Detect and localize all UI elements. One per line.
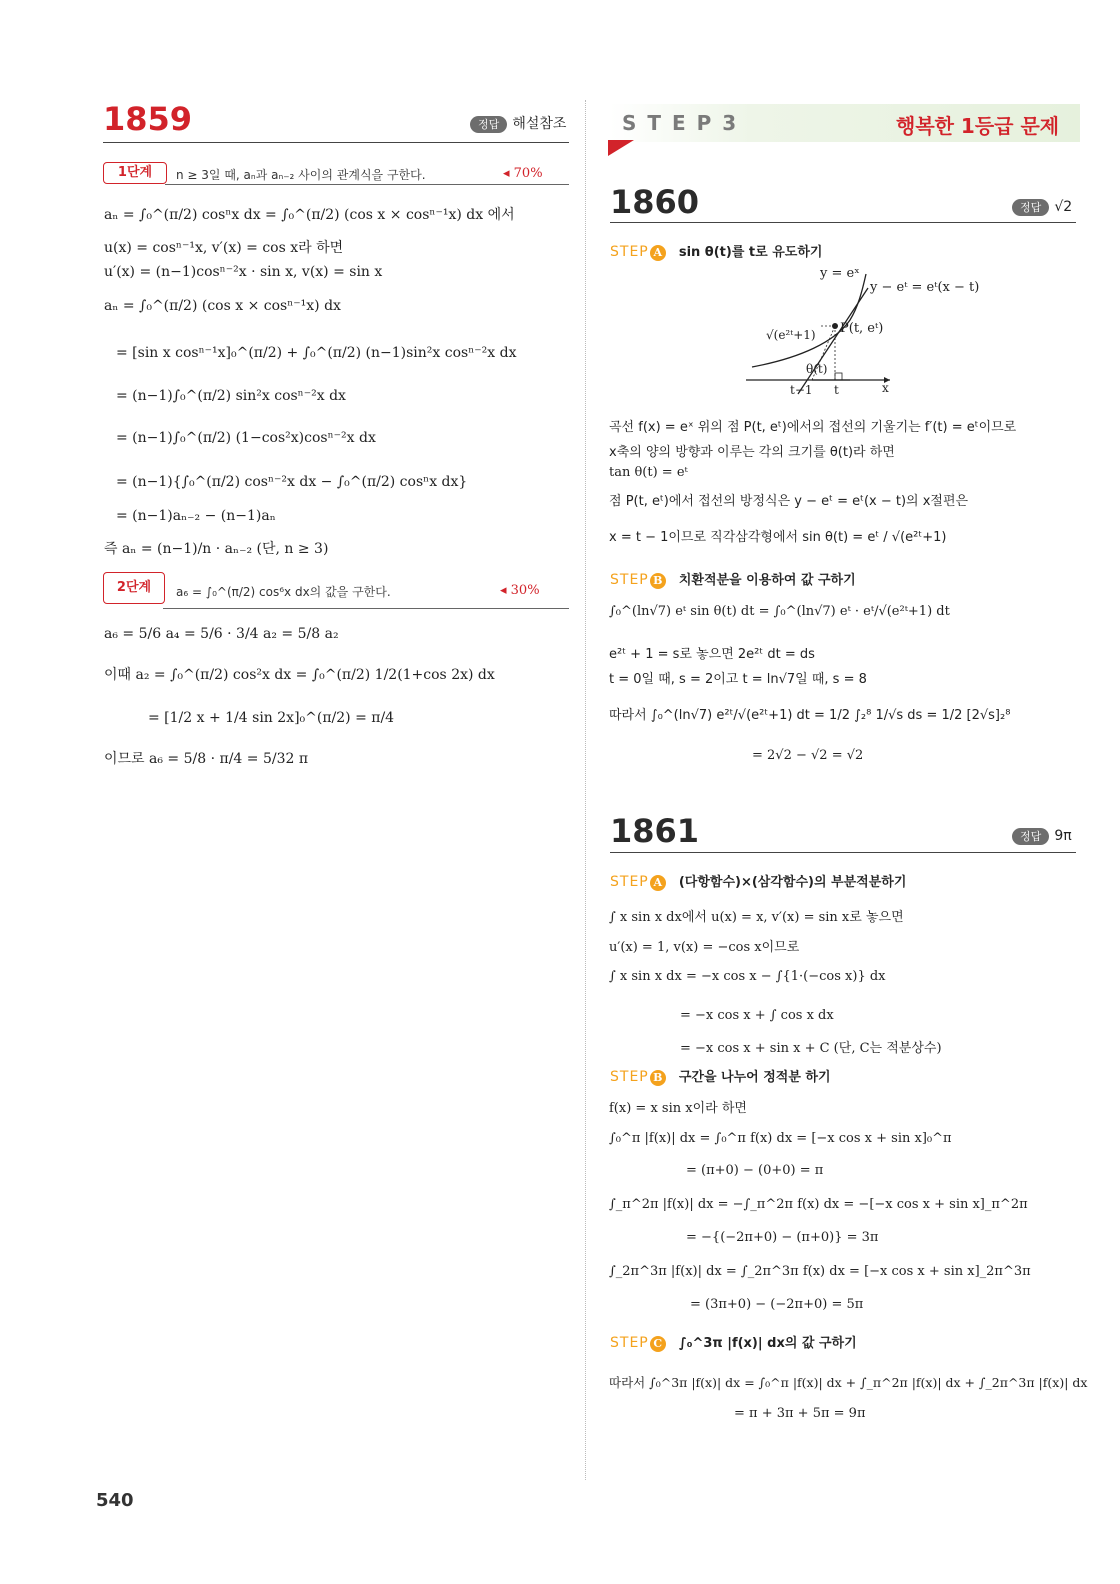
solution-line: f(x) = x sin x이라 하면 [609,1101,747,1116]
point-label: P(t, eᵗ) [840,321,884,336]
tick-label: t [834,383,839,397]
derivation-line: = (n−1)∫₀^(π/2) (1−cos²x)cosⁿ⁻²x dx [116,430,376,446]
step-a-heading: STEP A sin θ(t)를 t로 유도하기 [610,244,823,260]
step-c-heading: STEP C ∫₀^3π |f(x)| dx의 값 구하기 [610,1335,857,1351]
step-header-title: 행복한 1등급 문제 [896,114,1060,138]
stage1-percent: ◂ 70% [503,166,543,181]
title-rule [610,852,1076,853]
derivation-line: = (n−1)aₙ₋₂ − (n−1)aₙ [116,508,276,524]
solution-line: t = 0일 때, s = 2이고 t = ln√7일 때, s = 8 [609,672,867,687]
derivation-line: = [sin x cosⁿ⁻¹x]₀^(π/2) + ∫₀^(π/2) (n−1)sin²x cosⁿ⁻²x dx [116,345,517,361]
derivation-line: u(x) = cosⁿ⁻¹x, v′(x) = cos x라 하면 [104,240,344,256]
solution-line: ∫_π^2π |f(x)| dx = −∫_π^2π f(x) dx = −[−x cos x + sin x]_π^2π [609,1197,1028,1212]
red-corner-mark [608,140,636,158]
solution-line: 따라서 ∫₀^3π |f(x)| dx = ∫₀^π |f(x)| dx + ∫_π^2π |f(x)| dx + ∫_2π^3π |f(x)| dx [609,1375,1088,1390]
solution-line: = −x cos x + ∫ cos x dx [680,1008,834,1023]
answer-badge: 정답 [1012,828,1049,845]
axis-x-label: x [882,381,889,395]
step-b-heading: STEP B 구간을 나누어 정적분 하기 [610,1069,831,1085]
step-a-circle: A [650,875,666,891]
curve-label: y = eˣ [820,266,860,281]
solution-line: = 2√2 − √2 = √2 [752,748,864,763]
solution-line: e²ᵗ + 1 = s로 놓으면 2e²ᵗ dt = ds [609,647,815,662]
hypotenuse-label: √(e²ᵗ+1) [766,328,816,342]
derivation-line: 이때 a₂ = ∫₀^(π/2) cos²x dx = ∫₀^(π/2) 1/2(1+cos 2x) dx [104,667,495,683]
tick-label: t−1 [790,383,813,397]
step-header-label: S T E P 3 [622,111,739,135]
derivation-line: = (n−1)∫₀^(π/2) sin²x cosⁿ⁻²x dx [116,388,346,404]
page-number: 540 [96,1490,134,1511]
step-a-heading: STEP A (다항함수)×(삼각함수)의 부분적분하기 [610,874,907,890]
step-b-heading: STEP B 치환적분을 이용하여 값 구하기 [610,572,856,588]
derivation-line: = [1/2 x + 1/4 sin 2x]₀^(π/2) = π/4 [148,710,395,726]
answer-text: 9π [1054,828,1072,844]
solution-line: = π + 3π + 5π = 9π [734,1406,866,1421]
stage1-description: n ≥ 3일 때, aₙ과 aₙ₋₂ 사이의 관계식을 구한다. [176,168,426,182]
derivation-line: = (n−1){∫₀^(π/2) cosⁿ⁻²x dx − ∫₀^(π/2) cosⁿx dx} [116,474,468,490]
solution-line: ∫_2π^3π |f(x)| dx = ∫_2π^3π f(x) dx = [−x cos x + sin x]_2π^3π [609,1264,1031,1279]
derivation-line: 즉 aₙ = (n−1)/n · aₙ₋₂ (단, n ≥ 3) [104,541,329,557]
solution-line: 점 P(t, eᵗ)에서 접선의 방정식은 y − eᵗ = eᵗ(x − t)의 x절편은 [609,494,969,509]
stage1-label: 1단계 [103,162,167,184]
answer-badge: 정답 [1012,199,1049,216]
solution-line: = −x cos x + sin x + C (단, C는 적분상수) [680,1041,942,1056]
derivation-line: aₙ = ∫₀^(π/2) (cos x × cosⁿ⁻¹x) dx [104,298,341,314]
answer-row-1860 [1012,196,1072,215]
derivation-line: aₙ = ∫₀^(π/2) cosⁿx dx = ∫₀^(π/2) (cos x × cosⁿ⁻¹x) dx 에서 [104,207,515,223]
solution-line: = (π+0) − (0+0) = π [686,1163,824,1178]
solution-line: x축의 양의 방향과 이루는 각의 크기를 θ(t)라 하면 [609,445,895,460]
title-rule [610,222,1076,223]
column-divider [585,100,586,1480]
stage2-percent: ◂ 30% [500,583,540,598]
step-b-circle: B [650,573,666,589]
stage2-rule [163,608,569,609]
step-b-circle: B [650,1070,666,1086]
answer-text: 해설참조 [512,116,567,132]
tangent-label: y − eᵗ = eᵗ(x − t) [870,280,980,295]
solution-line: tan θ(t) = eᵗ [609,465,688,480]
derivation-line: 이므로 a₆ = 5/8 · π/4 = 5/32 π [104,751,309,767]
stage2-label: 2단계 [103,572,165,604]
answer-row-1859 [470,113,566,133]
derivation-line: u′(x) = (n−1)cosⁿ⁻²x · sin x, v(x) = sin x [104,264,383,280]
stage2-description: a₆ = ∫₀^(π/2) cos⁶x dx의 값을 구한다. [176,585,391,599]
answer-text: √2 [1054,199,1073,215]
problem-number-1859: 1859 [103,100,193,138]
step-c-circle: C [650,1336,666,1352]
solution-line: 따라서 ∫₀^(ln√7) e²ᵗ/√(e²ᵗ+1) dt = 1/2 ∫₂⁸ 1/√s ds = 1/2 [2√s]₂⁸ [609,708,1011,723]
stage1-rule [165,184,569,185]
solution-line: = −{(−2π+0) − (π+0)} = 3π [686,1230,879,1245]
derivation-line: a₆ = 5/6 a₄ = 5/6 · 3/4 a₂ = 5/8 a₂ [104,626,339,642]
solution-line: ∫₀^π |f(x)| dx = ∫₀^π f(x) dx = [−x cos x + sin x]₀^π [609,1131,952,1146]
solution-line: x = t − 1이므로 직각삼각형에서 sin θ(t) = eᵗ / √(e²ᵗ+1) [609,530,947,545]
answer-badge: 정답 [470,116,507,133]
problem-number-1861: 1861 [610,812,700,850]
angle-label: θ(t) [806,362,828,376]
solution-line: ∫₀^(ln√7) eᵗ sin θ(t) dt = ∫₀^(ln√7) eᵗ · eᵗ/√(e²ᵗ+1) dt [609,604,950,619]
problem-number-1860: 1860 [610,183,700,221]
solution-line: ∫ x sin x dx에서 u(x) = x, v′(x) = sin x로 놓으면 [609,910,904,925]
solution-line: ∫ x sin x dx = −x cos x − ∫{1·(−cos x)} dx [609,969,886,984]
title-rule [103,142,569,143]
step-a-circle: A [650,245,666,261]
solution-line: u′(x) = 1, v(x) = −cos x이므로 [609,940,800,955]
solution-line: 곡선 f(x) = eˣ 위의 점 P(t, eᵗ)에서의 접선의 기울기는 f′(t) = eᵗ이므로 [609,420,1017,435]
solution-line: = (3π+0) − (−2π+0) = 5π [690,1297,864,1312]
answer-row-1861 [1012,825,1072,844]
